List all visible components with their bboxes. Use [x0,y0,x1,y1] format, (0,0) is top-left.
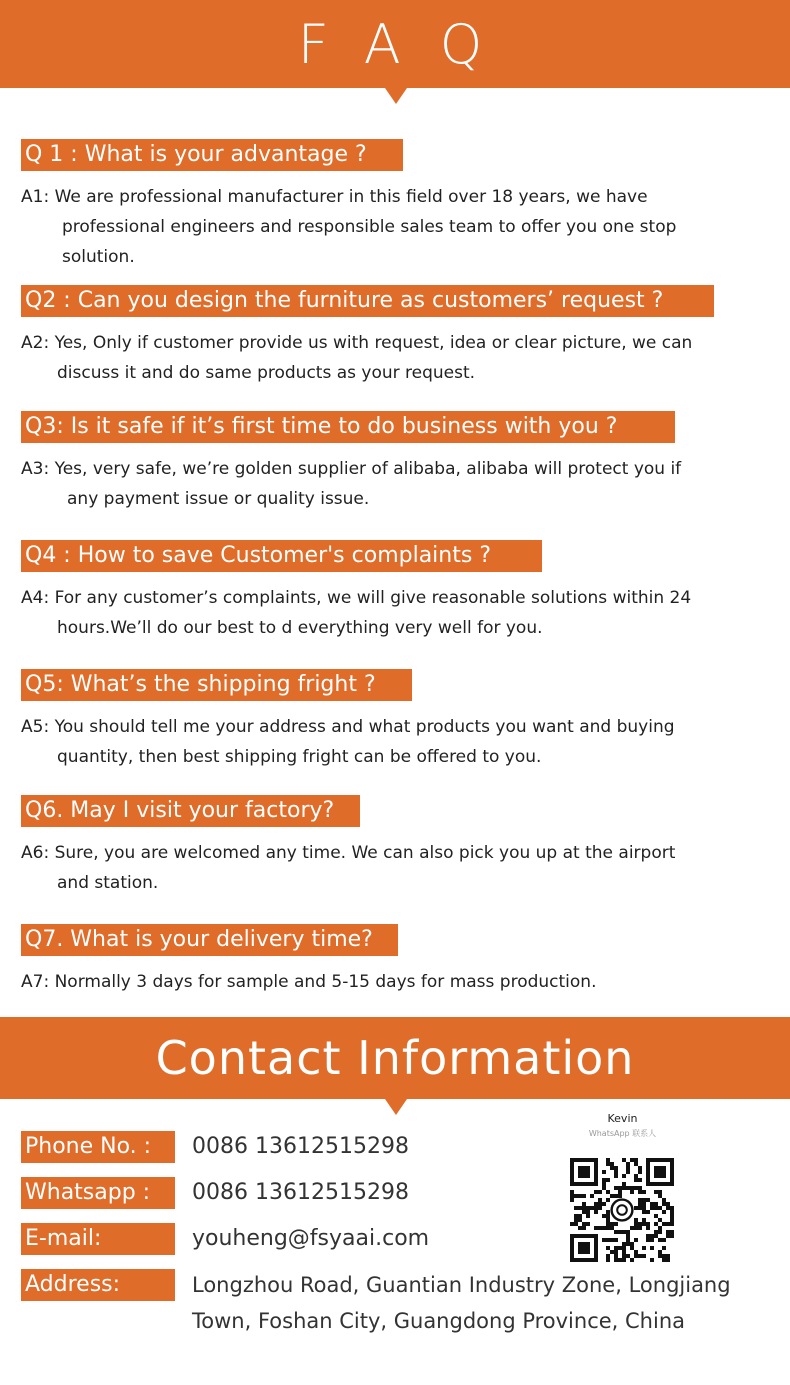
answer-line: discuss it and do same products as your request. [57,363,476,383]
faq-question-1: Q 1 : What is your advantage ? [21,139,403,171]
faq-answer-7 [21,967,776,997]
address-line-1: Longzhou Road, Guantian Industry Zone, Longjiang [192,1273,731,1297]
faq-question-4: Q4 : How to save Customer's complaints ? [21,540,542,572]
contact-banner [0,1017,790,1099]
faq-question-3: Q3: Is it safe if it’s first time to do business with you ? [21,411,675,443]
address-value [192,1267,782,1339]
faq-answer-6 [21,838,776,898]
faq-answer-4 [21,583,776,643]
answer-line: solution. [62,247,135,267]
contact-title: Contact Information [155,1031,635,1085]
faq-question-7: Q7. What is your delivery time? [21,924,398,956]
answer-line: professional engineers and responsible sales team to offer you one stop [62,217,677,237]
answer-line: any payment issue or quality issue. [67,489,370,509]
phone-value[interactable]: 0086 13612515298 [192,1134,409,1159]
faq-answer-1 [21,182,776,272]
answer-line: A6: Sure, you are welcomed any time. We can also pick you up at the airport [21,843,676,863]
address-line-2: Town, Foshan City, Guangdong Province, China [192,1309,686,1333]
faq-banner [0,0,790,88]
whatsapp-value[interactable]: 0086 13612515298 [192,1180,409,1205]
answer-line: A2: Yes, Only if customer provide us with request, idea or clear picture, we can [21,333,693,353]
email-value[interactable]: youheng@fsyaai.com [192,1226,430,1251]
faq-question-6: Q6. May I visit your factory? [21,795,360,827]
phone-label: Phone No. : [21,1131,175,1163]
faq-question-5: Q5: What’s the shipping fright ? [21,669,412,701]
address-label: Address: [21,1269,175,1301]
faq-answer-5 [21,712,776,772]
answer-line: A7: Normally 3 days for sample and 5-15 days for mass production. [21,972,597,992]
banner-pointer [385,88,407,104]
answer-line: hours.We’ll do our best to d everything very well for you. [57,618,543,638]
qr-contact-name: Kevin [607,1112,638,1125]
faq-title: FAQ [297,12,523,76]
answer-line: quantity, then best shipping fright can be offered to you. [57,747,542,767]
answer-line: A1: We are professional manufacturer in this field over 18 years, we have [21,187,648,207]
email-label: E-mail: [21,1223,175,1255]
qr-subtitle: WhatsApp 联系人 [588,1129,657,1138]
whatsapp-label: Whatsapp : [21,1177,175,1209]
faq-answer-2 [21,328,776,388]
answer-line: and station. [57,873,159,893]
faq-question-2: Q2 : Can you design the furniture as customers’ request ? [21,285,714,317]
answer-line: A3: Yes, very safe, we’re golden supplier of alibaba, alibaba will protect you if [21,459,682,479]
whatsapp-qr-code-icon[interactable] [570,1158,674,1262]
qr-card [560,1110,685,1265]
banner-pointer [385,1099,407,1115]
answer-line: A4: For any customer’s complaints, we will give reasonable solutions within 24 [21,588,692,608]
answer-line: A5: You should tell me your address and what products you want and buying [21,717,675,737]
faq-answer-3 [21,454,776,514]
